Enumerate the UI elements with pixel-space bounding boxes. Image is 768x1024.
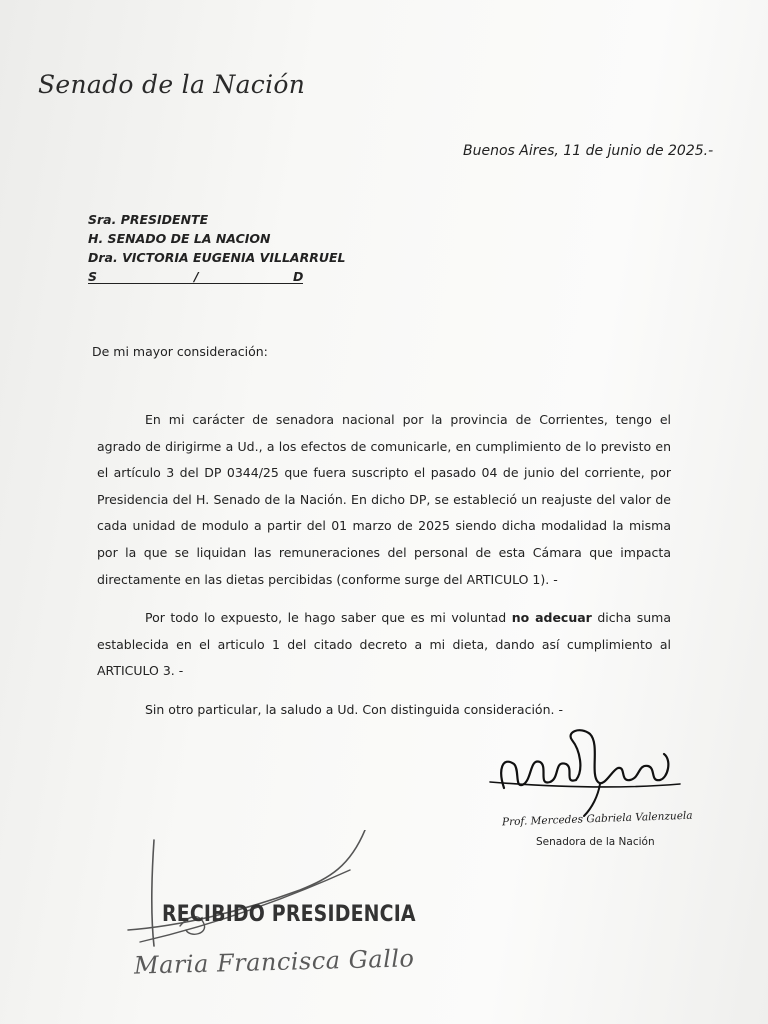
body-paragraph [97,605,671,685]
paragraph-text: dicha suma establecida en el articulo 1 del citado decreto a mi dieta, dando así cumplimiento al ARTICULO 3. - [97,610,672,679]
signer-name: Prof. Mercedes Gabriela Valenzuela [501,809,693,829]
addressee-line: Dra. VICTORIA EUGENIA VILLARRUEL [88,250,346,265]
addressee-line: H. SENADO DE LA NACION [88,231,271,246]
addressee-line: Sra. PRESIDENTE [88,212,209,227]
letter-date: Buenos Aires, 11 de junio de 2025.- [463,143,714,159]
signature-block [480,720,700,860]
greeting: De mi mayor consideración: [92,344,268,359]
received-stamp [120,830,450,1000]
sd-d: D [293,269,304,284]
signer-title: Senadora de la Nación [536,836,655,848]
emphasis-text: no adecuar [511,610,592,626]
letterhead: Senado de la Nación [38,70,306,99]
handwritten-signature [480,720,700,820]
sd-slash: / [194,269,199,284]
sd-underline [88,283,303,284]
sd-line [88,267,303,286]
received-by-handwriting: Maria Francisca Gallo [133,944,415,980]
addressee-block [88,210,346,286]
paragraph-text: Por todo lo expuesto, le hago saber que es mi voluntad [145,610,512,626]
sd-s: S [88,269,98,284]
stamp-text: RECIBIDO PRESIDENCIA [162,902,416,927]
closing-paragraph: Sin otro particular, la saludo a Ud. Con distinguida consideración. - [145,701,563,717]
body-paragraph: En mi carácter de senadora nacional por la provincia de Corrientes, tengo el agrado de dirigirme a Ud., a los efectos de comunicarle, en cumplimiento de lo previsto en el artículo 3 del DP 0344/25 que fuera suscripto el pasado 04 de junio del corriente, por Presidencia del H. Senado de la Nación. En dicho DP, se estableció un reajuste del valor de cada unidad de modulo a partir del 01 marzo de 2025 siendo dicha modalidad la misma por la que se liquidan las remuneraciones del personal de esta Cámara que impacta directamente en las dietas percibidas (conforme surge del ARTICULO 1). - [97,412,671,587]
letter-body [97,407,671,724]
